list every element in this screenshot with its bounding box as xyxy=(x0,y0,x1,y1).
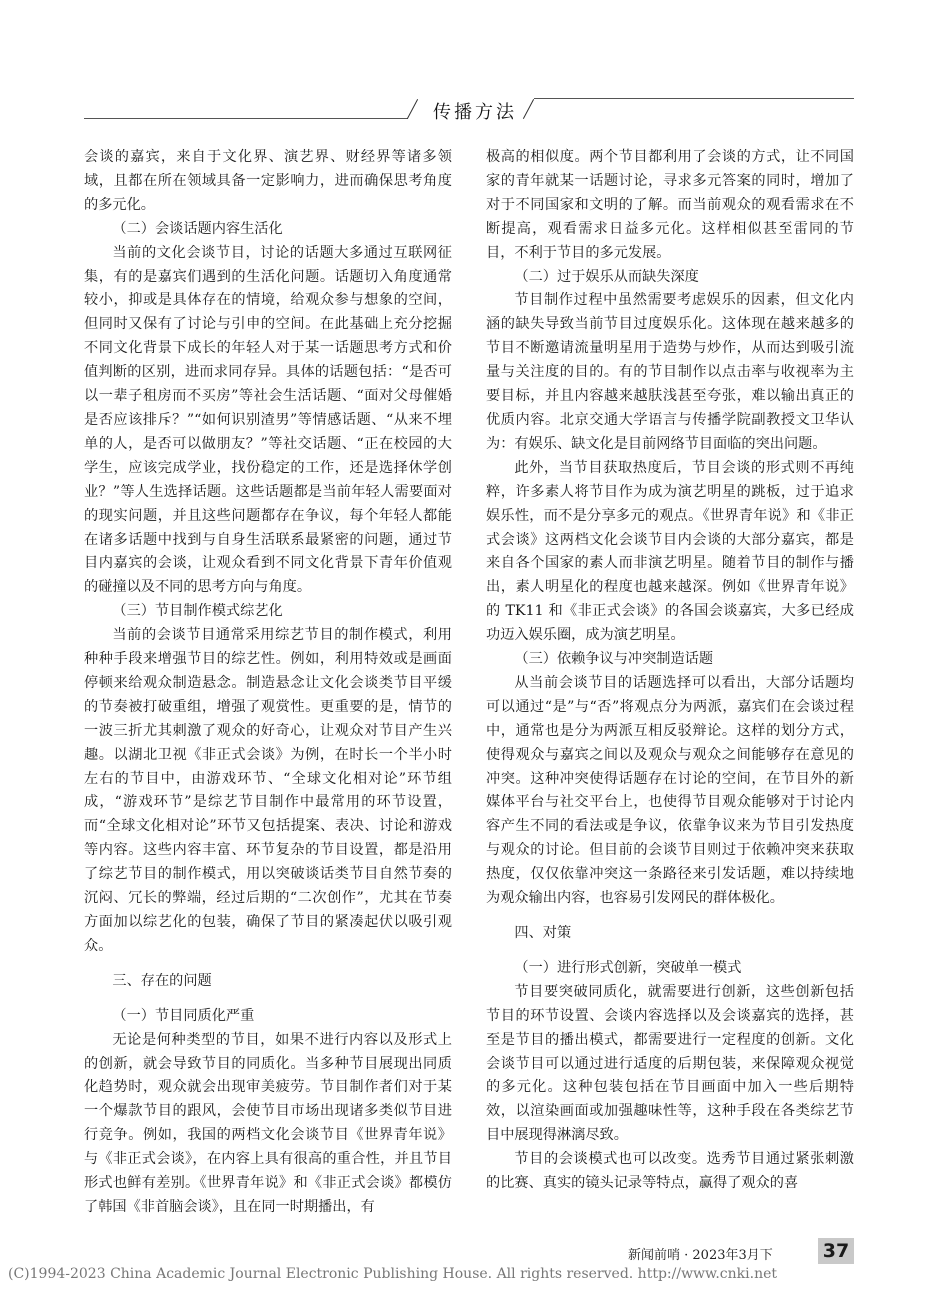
header-slash-left xyxy=(407,99,418,119)
paragraph: 节目要突破同质化，就需要进行创新，这些创新包括节目的环节设置、会谈内容选择以及会谈嘉宾的选择，甚至是节目的播出模式，都需要进行一定程度的创新。文化会谈节目可以通过进行适度的后期包装，来保障观众视觉的多元化。这种包装包括在节目画面中加入一些后期特效，以渲染画面或加强趣味性等，这种手段在各类综艺节目中展现得淋漓尽致。 xyxy=(486,983,854,1144)
journal-issue: 新闻前哨 · 2023年3月下 xyxy=(628,1248,773,1263)
page-number: 37 xyxy=(818,1238,854,1264)
paragraph: 无论是何种类型的节目，如果不进行内容以及形式上的创新，就会导致节目的同质化。当多种节目展现出同质化趋势时，观众就会出现审美疲劳。节目制作者们对于某一个爆款节目的跟风，会使节目市场出现诸多类似节目进行竞争。例如，我国的两档文化会谈节目《世界青年说》与《非正式会谈》，在内容上具有很高的重合性，并且节目形式也鲜有差别。《世界青年说》和《非正式会谈》都模仿了韩国《非首脑会谈》，且在同一时期播出，有 xyxy=(84,1031,452,1215)
subsection-heading: （二）会谈话题内容生活化 xyxy=(112,220,283,237)
section-title: 传播方法 xyxy=(433,102,517,123)
subsection-heading: （一）节目同质化严重 xyxy=(112,1007,255,1024)
paragraph: 此外，当节目获取热度后，节目会谈的形式则不再纯粹，许多素人将节目作为成为演艺明星的跳板，过于追求娱乐性，而不是分享多元的观点。《世界青年说》和《非正式会谈》这两档文化会谈节目内会谈的大部分嘉宾，都是来自各个国家的素人而非演艺明星。随着节目的制作与播出，素人明星化的程度也越来越深。例如《世界青年说》的 TK11 和《非正式会谈》的各国会谈嘉宾，大多已经成功迈入娱乐圈，成为演艺明星。 xyxy=(486,459,854,644)
subsection-heading: （三）依赖争议与冲突制造话题 xyxy=(514,651,714,668)
paragraph: 当前的文化会谈节目，讨论的话题大多通过互联网征集，有的是嘉宾们遇到的生活化问题。话题切入角度通常较小，抑或是具体存在的情境，给观众参与想象的空间，但同时又保有了讨论与引申的空间。在此基础上充分挖掘不同文化背景下成长的年轻人对于某一话题思考方式和价值判断的区别，进而求同存异。具体的话题包括：“是否可以一辈子租房而不买房”等社会生活话题、“面对父母催婚是否应该排斥？”“如何识别渣男”等情感话题、“从来不埋单的人，是否可以做朋友？”等社交话题、“正在校园的大学生，应该完成学业，找份稳定的工作，还是选择休学创业？”等人生选择话题。这些话题都是当前年轻人需要面对的现实问题，并且这些问题都存在争议，每个年轻人都能在诸多话题中找到与自身生活联系最紧密的问题，通过节目内嘉宾的会谈，让观众看到不同文化背景下青年价值观的碰撞以及不同的思考方向与角度。 xyxy=(84,244,452,596)
paragraph: 从当前会谈节目的话题选择可以看出，大部分话题均可以通过“是”与“否”将观点分为两派，嘉宾们在会谈过程中，通常也是分为两派互相反驳辩论。这样的划分方式，使得观众与嘉宾之间以及观众与观众之间能够存在意见的冲突。这种冲突使得话题存在讨论的空间，在节目外的新媒体平台与社交平台上，也使得节目观众能够对于讨论内容产生不同的看法或是争议，依靠争议来为节目引发热度与观众的讨论。但目前的会谈节目则过于依赖冲突来获取热度，仅仅依靠冲突这一条路径来引发话题，难以持续地为观众输出内容，也容易引发网民的群体极化。 xyxy=(486,674,854,907)
paragraph-continued: 会谈的嘉宾，来自于文化界、演艺界、财经界等诸多领域，且都在所在领域具备一定影响力，进而确保思考角度的多元化。 xyxy=(84,149,452,213)
subsection-heading: （一）进行形式创新，突破单一模式 xyxy=(514,959,742,976)
paragraph-continued: 极高的相似度。两个节目都利用了会谈的方式，让不同国家的青年就某一话题讨论，寻求多元答案的同时，增加了对于不同国家和文明的了解。而当前观众的观看需求在不断提高，观看需求日益多元化。这样相似甚至雷同的节目，不利于节目的多元发展。 xyxy=(486,149,854,261)
page-footer xyxy=(0,1238,950,1268)
paragraph: 节目的会谈模式也可以改变。选秀节目通过紧张刺激的比赛、真实的镜头记录等特点，赢得了观众的喜 xyxy=(486,1151,854,1192)
subsection-heading: （二）过于娱乐从而缺失深度 xyxy=(514,268,699,285)
header-rule-right xyxy=(534,98,854,99)
header-rule-left xyxy=(84,118,408,119)
subsection-heading: （三）节目制作模式综艺化 xyxy=(112,603,283,620)
section-heading: 三、存在的问题 xyxy=(112,972,212,989)
paragraph: 当前的会谈节目通常采用综艺节目的制作模式，利用种种手段来增强节目的综艺性。例如，利用特效或是画面停顿来给观众制造悬念。制造悬念让文化会谈类节目平缓的节奏被打破重组，增强了观赏性。更重要的是，情节的一波三折尤其刺激了观众的好奇心，让观众对节目产生兴趣。以湖北卫视《非正式会谈》为例，在时长一个半小时左右的节目中，由游戏环节、“全球文化相对论”环节组成，“游戏环节”是综艺节目制作中最常用的环节设置，而“全球文化相对论”环节又包括提案、表决、讨论和游戏等内容。这些内容丰富、环节复杂的节目设置，都是沿用了综艺节目的制作模式，用以突破谈话类节目自然节奏的沉闷、冗长的弊端，经过后期的“二次创作”，尤其在节奏方面加以综艺化的包装，确保了节目的紧凑起伏以吸引观众。 xyxy=(84,627,452,954)
right-column xyxy=(486,146,854,1196)
page-header xyxy=(0,0,950,130)
section-heading: 四、对策 xyxy=(514,925,572,941)
left-column xyxy=(84,146,452,1220)
copyright-notice: (C)1994-2023 China Academic Journal Electronic Publishing House. All rights reserved. http://www.cnki.net xyxy=(8,1266,778,1282)
paragraph: 节目制作过程中虽然需要考虑娱乐的因素，但文化内涵的缺失导致当前节目过度娱乐化。这体现在越来越多的节目不断邀请流量明星用于造势与炒作，从而达到吸引流量与关注度的目的。有的节目制作以点击率与收视率为主要目标，并且内容越来越肤浅甚至夸张，难以输出真正的优质内容。北京交通大学语言与传播学院副教授文卫华认为：有娱乐、缺文化是目前网络节目面临的突出问题。 xyxy=(486,292,854,452)
